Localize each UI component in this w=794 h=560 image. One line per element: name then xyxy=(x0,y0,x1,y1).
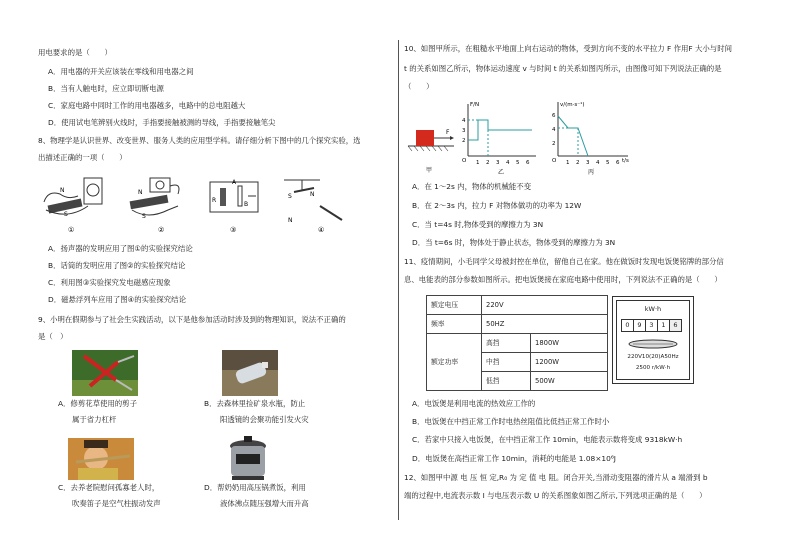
meter-digit: 1 xyxy=(658,319,670,332)
q10-force-label: F xyxy=(446,129,450,136)
q10-stem-line3: （ ） xyxy=(404,82,434,91)
rated-voltage-value: 220V xyxy=(482,296,608,315)
power-level-value: 1800W xyxy=(531,334,608,353)
meter-disc-icon xyxy=(627,337,679,351)
q10-figures xyxy=(406,96,696,178)
q8-fig1-n: N xyxy=(60,187,65,194)
q8-fig4-n2: N xyxy=(288,217,293,224)
rated-power-label: 额定功率 xyxy=(427,334,482,391)
q7-stem-tail: 用电要求的是（ ） xyxy=(38,48,112,57)
q11-option-b: B．电饭煲在中挡正常工作时电热丝阻值比低挡正常工作时小 xyxy=(412,417,610,426)
meter-digit: 9 xyxy=(634,319,646,332)
q10-yi-tick-x-4: 4 xyxy=(506,160,510,166)
q8-figure-2 xyxy=(130,178,179,234)
q10-fig-jia-label: 甲 xyxy=(426,167,433,174)
q10-figure-bing xyxy=(552,101,629,176)
q8-option-d: D．磁悬浮列车应用了图④的实验探究结论 xyxy=(48,295,186,304)
q9-option-b-line2: 阳透镜的会聚功能引发火灾 xyxy=(220,415,309,424)
frequency-label: 频率 xyxy=(427,315,482,334)
q8-fig3-r: R xyxy=(212,197,217,204)
q10-bing-tick-y-6: 6 xyxy=(552,113,556,119)
q8-stem-line2: 出描述正确的一项（ ） xyxy=(38,153,127,162)
q8-figures xyxy=(38,172,358,234)
rice-cooker-spec-table xyxy=(426,295,608,391)
q10-bing-tick-y-4: 4 xyxy=(552,127,556,133)
q10-yi-tick-y-2: 2 xyxy=(462,138,466,144)
q8-option-a: A．扬声器的发明应用了图①的实验探究结论 xyxy=(48,244,193,253)
meter-digit: 3 xyxy=(646,319,658,332)
q9-stem-line2: 是（ ） xyxy=(38,332,68,341)
q9-option-a-line2: 属于省力杠杆 xyxy=(72,415,117,424)
q9-option-c-line1: C．去养老院慰问孤寡老人时， xyxy=(58,483,160,492)
power-level-name: 低挡 xyxy=(482,372,531,391)
q9-option-d-line1: D．帮奶奶用高压锅煮饭，利用 xyxy=(204,483,306,492)
meter-digits xyxy=(621,319,682,332)
water-bottle-photo xyxy=(222,350,278,396)
q8-fig1-label: ① xyxy=(68,226,75,234)
q10-yi-tick-x-3: 3 xyxy=(496,160,500,166)
q10-bing-tick-x-2: 2 xyxy=(576,160,580,166)
q11-option-a: A．电饭煲是利用电流的热效应工作的 xyxy=(412,399,536,408)
meter-digit: 0 xyxy=(621,319,634,332)
q8-fig2-n: N xyxy=(138,189,143,196)
q10-yi-tick-x-1: 1 xyxy=(476,160,480,166)
q11-stem-line2: 息、电能表的部分参数如图所示。把电饭煲接在家庭电路中使用时，下列说法不正确的是（ ） xyxy=(404,275,722,284)
q8-figure-4 xyxy=(284,180,342,234)
q8-fig1-s: S xyxy=(64,211,68,218)
rated-voltage-label: 额定电压 xyxy=(427,296,482,315)
shears-photo xyxy=(72,350,138,396)
q8-option-b: B．话筒的发明应用了图②的实验探究结论 xyxy=(48,261,186,270)
power-level-name: 中挡 xyxy=(482,353,531,372)
q10-bing-tick-x-1: 1 xyxy=(566,160,570,166)
q8-figure-3 xyxy=(210,179,258,234)
q9-option-b-line1: B．去森林里捡矿泉水瓶，防止 xyxy=(204,399,306,408)
q10-stem-line2: t 的关系如图乙所示，物体运动速度 v 与时间 t 的关系如图丙所示，由图像可知下列说法正确的是 xyxy=(404,64,722,73)
q7-option-c: C．家庭电路中同时工作的用电器越多，电路中的总电阻越大 xyxy=(48,101,246,110)
pressure-cooker-photo xyxy=(226,434,270,482)
q7-option-d: D．使用试电笔辨别火线时，手指要接触被测的导线，手指要接触笔尖 xyxy=(48,118,276,127)
q8-fig4-label: ④ xyxy=(318,226,325,234)
q8-fig2-s: S xyxy=(142,213,146,220)
q8-figure-1 xyxy=(44,178,102,234)
column-divider xyxy=(398,40,399,520)
q10-yi-tick-x-6: 6 xyxy=(526,160,530,166)
q9-stem-line1: 9、小明在假期参与了社会生实践活动，以下是他参加活动时涉及到的物理知识，说法不正确的 xyxy=(38,315,346,324)
q10-bing-tick-x-6: 6 xyxy=(616,160,620,166)
q8-fig3-a: A xyxy=(232,179,237,186)
q10-option-a: A．在 1～2s 内，物体的机械能不变 xyxy=(412,182,532,191)
q8-stem-line1: 8、物理学是认识世界、改变世界、服务人类的应用型学科。请仔细分析下图中的几个探究实验，选 xyxy=(38,136,361,145)
q10-bing-tick-x-4: 4 xyxy=(596,160,600,166)
right-column xyxy=(400,0,794,560)
q10-stem-line1: 10、如图甲所示，在粗糙水平地面上向右运动的物体，受到方向不变的水平拉力 F 作用F 大小与时间 xyxy=(404,44,732,53)
energy-meter xyxy=(612,296,694,384)
q10-figure-yi xyxy=(462,102,536,176)
meter-digit: 6 xyxy=(670,319,682,332)
q10-yi-ylabel: F/N xyxy=(470,102,480,108)
q8-fig3-label: ③ xyxy=(230,226,237,234)
q11-stem-line1: 11、疫情期间，小毛同学父母被封控在单位，留他自己在家。他在做饭时发现电饭煲铭牌的部分信 xyxy=(404,257,724,266)
flute-player-photo xyxy=(68,438,134,480)
q7-option-b: B．当有人触电时，应立即切断电源 xyxy=(48,84,164,93)
q10-fig-yi-label: 乙 xyxy=(498,169,505,176)
q10-bing-tick-x-3: 3 xyxy=(586,160,590,166)
q10-bing-tick-x-5: 5 xyxy=(606,160,610,166)
q10-yi-tick-y-4: 4 xyxy=(462,118,466,124)
q7-option-a: A．用电器的开关应该装在零线和用电器之间 xyxy=(48,67,194,76)
q10-yi-tick-y-3: 3 xyxy=(462,128,466,134)
q9-option-c-line2: 吹奏笛子是空气柱振动发声 xyxy=(72,499,161,508)
q11-option-c: C．若家中只接入电饭煲，在中挡正常工作 10min，电能表示数将变成 9318kW·h xyxy=(412,435,683,444)
q8-fig4-s: S xyxy=(288,193,292,200)
q10-yi-origin: O xyxy=(462,158,467,164)
q10-bing-tick-y-2: 2 xyxy=(552,141,556,147)
q10-option-b: B．在 2～3s 内，拉力 F 对物体做功的功率为 12W xyxy=(412,201,582,210)
power-level-name: 高挡 xyxy=(482,334,531,353)
q10-figure-jia xyxy=(408,129,454,174)
q9-option-d-line2: 液体沸点随压强增大而升高 xyxy=(220,499,309,508)
power-level-value: 500W xyxy=(531,372,608,391)
meter-unit: kW·h xyxy=(644,305,662,313)
frequency-value: 50HZ xyxy=(482,315,608,334)
power-level-value: 1200W xyxy=(531,353,608,372)
q8-fig3-b: B xyxy=(244,201,249,208)
q10-option-d: D．当 t=6s 时，物体处于静止状态，物体受到的摩擦力为 3N xyxy=(412,238,616,247)
q8-fig2-label: ② xyxy=(158,226,165,234)
q8-option-c: C．利用图③实验探究发电磁感应现象 xyxy=(48,278,171,287)
meter-spec-line2: 2500 r/kW·h xyxy=(635,365,671,371)
q10-option-c: C．当 t=4s 时,物体受到的摩擦力为 3N xyxy=(412,220,544,229)
q10-bing-xlabel: t/s xyxy=(622,158,629,164)
q9-option-a-line1: A．修剪花草使用的剪子 xyxy=(58,399,137,408)
q12-stem-line2: 端的过程中,电流表示数 I 与电压表示数 U 的关系图象如图乙所示,下列选项正确的是（ ） xyxy=(404,491,707,500)
q10-yi-tick-x-5: 5 xyxy=(516,160,520,166)
q10-yi-tick-x-2: 2 xyxy=(486,160,490,166)
q10-fig-bing-label: 丙 xyxy=(588,169,595,176)
q11-option-d: D．电饭煲在高挡正常工作 10min，消耗的电能是 1.08×10⁶J xyxy=(412,454,616,463)
meter-spec-line1: 220V10(20)A50Hz xyxy=(627,354,679,360)
q12-stem-line1: 12、如图甲中源 电 压 恒 定,R₀ 为 定 值 电 阻。闭合开关,当滑动变阻器的滑片从 a 端滑到 b xyxy=(404,473,708,482)
q10-bing-ylabel: v/(m·s⁻¹) xyxy=(560,102,585,108)
q10-bing-origin: O xyxy=(552,158,557,164)
q8-fig4-n: N xyxy=(310,191,315,198)
